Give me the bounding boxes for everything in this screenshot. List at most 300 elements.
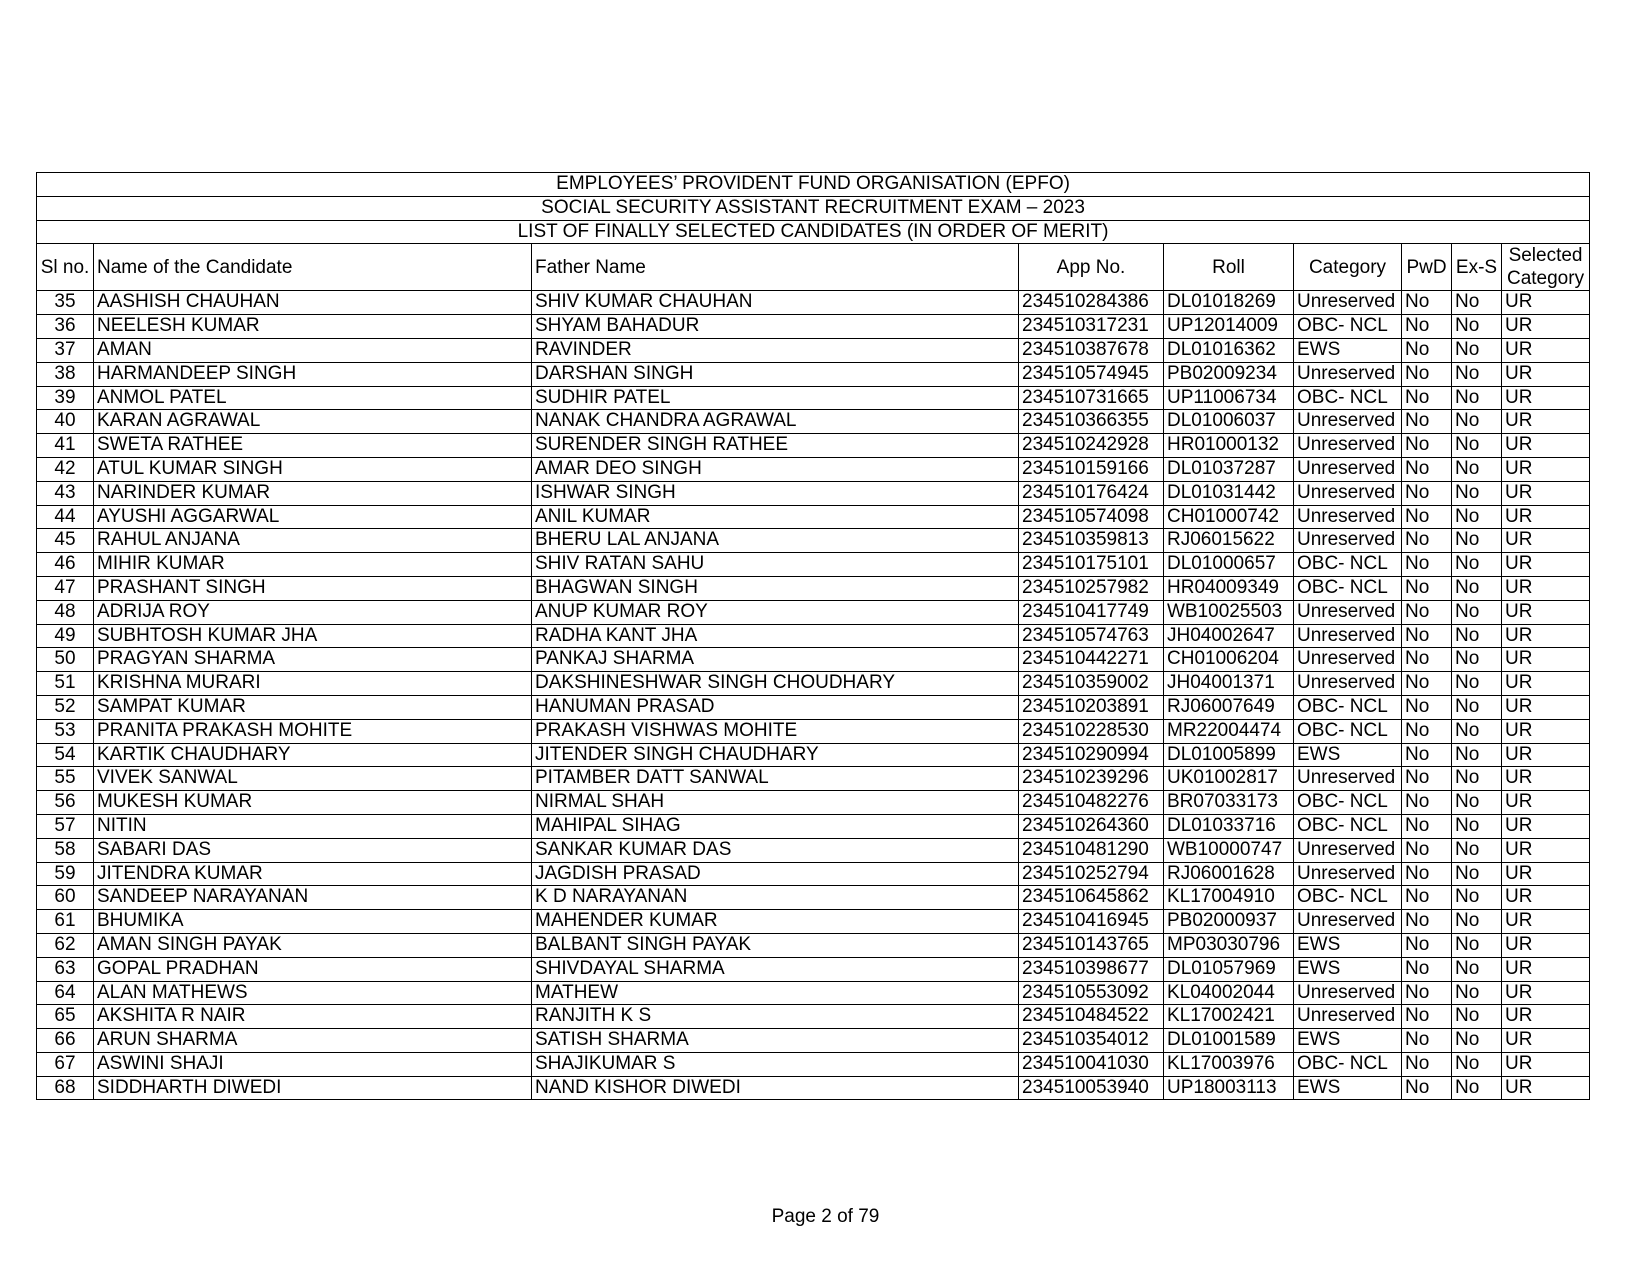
cell-ex-s: No [1452, 338, 1502, 362]
cell-ex-s: No [1452, 481, 1502, 505]
cell-sl-no: 66 [37, 1029, 94, 1053]
cell-ex-s: No [1452, 767, 1502, 791]
cell-app-no: 234510176424 [1019, 481, 1164, 505]
cell-pwd: No [1402, 1029, 1452, 1053]
cell-pwd: No [1402, 386, 1452, 410]
col-header-name: Name of the Candidate [94, 244, 532, 291]
cell-ex-s: No [1452, 553, 1502, 577]
cell-app-no: 234510175101 [1019, 553, 1164, 577]
cell-candidate-name: AKSHITA R NAIR [94, 1005, 532, 1029]
cell-app-no: 234510416945 [1019, 910, 1164, 934]
cell-pwd: No [1402, 1076, 1452, 1100]
cell-pwd: No [1402, 291, 1452, 315]
cell-father-name: SATISH SHARMA [532, 1029, 1019, 1053]
cell-category: Unreserved [1294, 529, 1402, 553]
cell-selected-category: UR [1502, 743, 1590, 767]
cell-candidate-name: SWETA RATHEE [94, 434, 532, 458]
cell-selected-category: UR [1502, 838, 1590, 862]
cell-pwd: No [1402, 529, 1452, 553]
table-row [37, 1052, 1590, 1076]
cell-sl-no: 60 [37, 886, 94, 910]
cell-roll: HR01000132 [1164, 434, 1294, 458]
cell-selected-category: UR [1502, 672, 1590, 696]
cell-roll: RJ06001628 [1164, 862, 1294, 886]
cell-father-name: SANKAR KUMAR DAS [532, 838, 1019, 862]
cell-selected-category: UR [1502, 695, 1590, 719]
cell-father-name: SHIV KUMAR CHAUHAN [532, 291, 1019, 315]
cell-selected-category: UR [1502, 1029, 1590, 1053]
cell-candidate-name: ADRIJA ROY [94, 600, 532, 624]
cell-father-name: PANKAJ SHARMA [532, 648, 1019, 672]
cell-app-no: 234510159166 [1019, 457, 1164, 481]
cell-selected-category: UR [1502, 648, 1590, 672]
cell-selected-category: UR [1502, 814, 1590, 838]
cell-candidate-name: NITIN [94, 814, 532, 838]
table-row [37, 648, 1590, 672]
cell-category: Unreserved [1294, 600, 1402, 624]
cell-candidate-name: SIDDHARTH DIWEDI [94, 1076, 532, 1100]
cell-app-no: 234510284386 [1019, 291, 1164, 315]
cell-sl-no: 48 [37, 600, 94, 624]
table-row [37, 1076, 1590, 1100]
cell-roll: DL01033716 [1164, 814, 1294, 838]
cell-candidate-name: KRISHNA MURARI [94, 672, 532, 696]
cell-sl-no: 51 [37, 672, 94, 696]
cell-app-no: 234510366355 [1019, 410, 1164, 434]
cell-father-name: ANUP KUMAR ROY [532, 600, 1019, 624]
cell-ex-s: No [1452, 719, 1502, 743]
cell-father-name: JAGDISH PRASAD [532, 862, 1019, 886]
cell-selected-category: UR [1502, 529, 1590, 553]
cell-father-name: SURENDER SINGH RATHEE [532, 434, 1019, 458]
cell-candidate-name: ATUL KUMAR SINGH [94, 457, 532, 481]
cell-ex-s: No [1452, 291, 1502, 315]
cell-selected-category: UR [1502, 553, 1590, 577]
cell-sl-no: 59 [37, 862, 94, 886]
table-row [37, 981, 1590, 1005]
cell-ex-s: No [1452, 862, 1502, 886]
cell-ex-s: No [1452, 529, 1502, 553]
cell-app-no: 234510053940 [1019, 1076, 1164, 1100]
cell-app-no: 234510143765 [1019, 933, 1164, 957]
cell-pwd: No [1402, 338, 1452, 362]
cell-pwd: No [1402, 362, 1452, 386]
cell-sl-no: 49 [37, 624, 94, 648]
cell-roll: JH04002647 [1164, 624, 1294, 648]
cell-roll: DL01006037 [1164, 410, 1294, 434]
col-header-ex-s: Ex-S [1452, 244, 1502, 291]
org-title: EMPLOYEES’ PROVIDENT FUND ORGANISATION (EPFO) [37, 173, 1590, 197]
cell-app-no: 234510574098 [1019, 505, 1164, 529]
cell-pwd: No [1402, 505, 1452, 529]
cell-sl-no: 35 [37, 291, 94, 315]
cell-pwd: No [1402, 434, 1452, 458]
cell-selected-category: UR [1502, 1076, 1590, 1100]
cell-father-name: JITENDER SINGH CHAUDHARY [532, 743, 1019, 767]
cell-father-name: BHERU LAL ANJANA [532, 529, 1019, 553]
cell-category: Unreserved [1294, 1005, 1402, 1029]
cell-candidate-name: PRASHANT SINGH [94, 576, 532, 600]
cell-roll: WB10025503 [1164, 600, 1294, 624]
cell-candidate-name: JITENDRA KUMAR [94, 862, 532, 886]
cell-roll: BR07033173 [1164, 791, 1294, 815]
cell-category: Unreserved [1294, 648, 1402, 672]
cell-sl-no: 40 [37, 410, 94, 434]
cell-category: EWS [1294, 743, 1402, 767]
cell-sl-no: 55 [37, 767, 94, 791]
cell-category: Unreserved [1294, 672, 1402, 696]
cell-roll: PB02009234 [1164, 362, 1294, 386]
cell-father-name: AMAR DEO SINGH [532, 457, 1019, 481]
cell-roll: MP03030796 [1164, 933, 1294, 957]
cell-category: Unreserved [1294, 291, 1402, 315]
cell-pwd: No [1402, 624, 1452, 648]
cell-pwd: No [1402, 886, 1452, 910]
cell-selected-category: UR [1502, 1005, 1590, 1029]
cell-app-no: 234510359002 [1019, 672, 1164, 696]
cell-selected-category: UR [1502, 600, 1590, 624]
cell-app-no: 234510442271 [1019, 648, 1164, 672]
cell-candidate-name: KARAN AGRAWAL [94, 410, 532, 434]
cell-father-name: SHYAM BAHADUR [532, 315, 1019, 339]
cell-category: OBC- NCL [1294, 814, 1402, 838]
cell-app-no: 234510252794 [1019, 862, 1164, 886]
cell-ex-s: No [1452, 933, 1502, 957]
table-row [37, 553, 1590, 577]
cell-father-name: NANAK CHANDRA AGRAWAL [532, 410, 1019, 434]
cell-ex-s: No [1452, 814, 1502, 838]
cell-category: EWS [1294, 933, 1402, 957]
cell-ex-s: No [1452, 410, 1502, 434]
cell-sl-no: 41 [37, 434, 94, 458]
cell-app-no: 234510417749 [1019, 600, 1164, 624]
table-row [37, 434, 1590, 458]
cell-category: Unreserved [1294, 505, 1402, 529]
cell-category: OBC- NCL [1294, 386, 1402, 410]
cell-roll: UP18003113 [1164, 1076, 1294, 1100]
cell-sl-no: 50 [37, 648, 94, 672]
table-row [37, 386, 1590, 410]
cell-selected-category: UR [1502, 933, 1590, 957]
cell-pwd: No [1402, 410, 1452, 434]
table-row [37, 291, 1590, 315]
selected-candidates-table [36, 172, 1590, 1100]
table-row [37, 576, 1590, 600]
cell-category: Unreserved [1294, 862, 1402, 886]
cell-pwd: No [1402, 933, 1452, 957]
col-header-pwd: PwD [1402, 244, 1452, 291]
cell-father-name: DAKSHINESHWAR SINGH CHOUDHARY [532, 672, 1019, 696]
cell-sl-no: 64 [37, 981, 94, 1005]
cell-category: Unreserved [1294, 838, 1402, 862]
cell-roll: CH01006204 [1164, 648, 1294, 672]
cell-candidate-name: SUBHTOSH KUMAR JHA [94, 624, 532, 648]
cell-ex-s: No [1452, 600, 1502, 624]
cell-father-name: NIRMAL SHAH [532, 791, 1019, 815]
table-row [37, 1005, 1590, 1029]
cell-sl-no: 68 [37, 1076, 94, 1100]
cell-pwd: No [1402, 910, 1452, 934]
table-row [37, 814, 1590, 838]
cell-sl-no: 67 [37, 1052, 94, 1076]
cell-category: EWS [1294, 1076, 1402, 1100]
cell-roll: DL01018269 [1164, 291, 1294, 315]
table-row [37, 862, 1590, 886]
cell-father-name: BHAGWAN SINGH [532, 576, 1019, 600]
cell-candidate-name: PRAGYAN SHARMA [94, 648, 532, 672]
table-row [37, 1029, 1590, 1053]
cell-category: OBC- NCL [1294, 315, 1402, 339]
cell-candidate-name: ASWINI SHAJI [94, 1052, 532, 1076]
cell-ex-s: No [1452, 981, 1502, 1005]
cell-roll: PB02000937 [1164, 910, 1294, 934]
col-header-roll: Roll [1164, 244, 1294, 291]
cell-father-name: ANIL KUMAR [532, 505, 1019, 529]
cell-candidate-name: ARUN SHARMA [94, 1029, 532, 1053]
cell-pwd: No [1402, 481, 1452, 505]
table-row [37, 838, 1590, 862]
cell-roll: MR22004474 [1164, 719, 1294, 743]
cell-father-name: SHIV RATAN SAHU [532, 553, 1019, 577]
cell-father-name: RANJITH K S [532, 1005, 1019, 1029]
cell-sl-no: 42 [37, 457, 94, 481]
cell-ex-s: No [1452, 910, 1502, 934]
cell-category: Unreserved [1294, 624, 1402, 648]
cell-ex-s: No [1452, 838, 1502, 862]
cell-app-no: 234510354012 [1019, 1029, 1164, 1053]
cell-category: Unreserved [1294, 981, 1402, 1005]
cell-candidate-name: KARTIK CHAUDHARY [94, 743, 532, 767]
col-header-app-no: App No. [1019, 244, 1164, 291]
cell-ex-s: No [1452, 1029, 1502, 1053]
cell-selected-category: UR [1502, 1052, 1590, 1076]
cell-sl-no: 46 [37, 553, 94, 577]
cell-roll: DL01005899 [1164, 743, 1294, 767]
cell-pwd: No [1402, 315, 1452, 339]
cell-sl-no: 38 [37, 362, 94, 386]
cell-ex-s: No [1452, 648, 1502, 672]
cell-app-no: 234510484522 [1019, 1005, 1164, 1029]
cell-ex-s: No [1452, 672, 1502, 696]
table-row [37, 600, 1590, 624]
cell-father-name: MATHEW [532, 981, 1019, 1005]
cell-app-no: 234510645862 [1019, 886, 1164, 910]
cell-roll: KL17003976 [1164, 1052, 1294, 1076]
cell-category: Unreserved [1294, 767, 1402, 791]
cell-app-no: 234510574945 [1019, 362, 1164, 386]
cell-category: EWS [1294, 338, 1402, 362]
table-row [37, 672, 1590, 696]
cell-father-name: K D NARAYANAN [532, 886, 1019, 910]
cell-selected-category: UR [1502, 576, 1590, 600]
cell-sl-no: 37 [37, 338, 94, 362]
cell-app-no: 234510041030 [1019, 1052, 1164, 1076]
cell-selected-category: UR [1502, 910, 1590, 934]
cell-selected-category: UR [1502, 862, 1590, 886]
cell-ex-s: No [1452, 886, 1502, 910]
cell-app-no: 234510264360 [1019, 814, 1164, 838]
cell-father-name: MAHENDER KUMAR [532, 910, 1019, 934]
table-row [37, 695, 1590, 719]
cell-ex-s: No [1452, 505, 1502, 529]
cell-candidate-name: GOPAL PRADHAN [94, 957, 532, 981]
cell-category: Unreserved [1294, 457, 1402, 481]
table-row [37, 505, 1590, 529]
cell-candidate-name: NEELESH KUMAR [94, 315, 532, 339]
cell-app-no: 234510553092 [1019, 981, 1164, 1005]
cell-sl-no: 63 [37, 957, 94, 981]
cell-candidate-name: VIVEK SANWAL [94, 767, 532, 791]
cell-selected-category: UR [1502, 315, 1590, 339]
cell-candidate-name: MIHIR KUMAR [94, 553, 532, 577]
cell-ex-s: No [1452, 315, 1502, 339]
cell-pwd: No [1402, 672, 1452, 696]
cell-pwd: No [1402, 838, 1452, 862]
table-row [37, 719, 1590, 743]
cell-candidate-name: RAHUL ANJANA [94, 529, 532, 553]
cell-app-no: 234510228530 [1019, 719, 1164, 743]
cell-selected-category: UR [1502, 457, 1590, 481]
cell-sl-no: 44 [37, 505, 94, 529]
cell-selected-category: UR [1502, 791, 1590, 815]
cell-roll: DL01016362 [1164, 338, 1294, 362]
cell-category: OBC- NCL [1294, 791, 1402, 815]
cell-category: Unreserved [1294, 910, 1402, 934]
cell-app-no: 234510290994 [1019, 743, 1164, 767]
cell-ex-s: No [1452, 386, 1502, 410]
cell-roll: DL01000657 [1164, 553, 1294, 577]
cell-ex-s: No [1452, 1076, 1502, 1100]
cell-roll: DL01031442 [1164, 481, 1294, 505]
cell-father-name: BALBANT SINGH PAYAK [532, 933, 1019, 957]
cell-pwd: No [1402, 695, 1452, 719]
cell-father-name: NAND KISHOR DIWEDI [532, 1076, 1019, 1100]
cell-candidate-name: NARINDER KUMAR [94, 481, 532, 505]
cell-roll: KL17004910 [1164, 886, 1294, 910]
table-row [37, 315, 1590, 339]
cell-selected-category: UR [1502, 386, 1590, 410]
cell-roll: KL04002044 [1164, 981, 1294, 1005]
cell-roll: UP11006734 [1164, 386, 1294, 410]
cell-candidate-name: AMAN SINGH PAYAK [94, 933, 532, 957]
cell-roll: UP12014009 [1164, 315, 1294, 339]
cell-father-name: DARSHAN SINGH [532, 362, 1019, 386]
cell-candidate-name: AASHISH CHAUHAN [94, 291, 532, 315]
cell-pwd: No [1402, 814, 1452, 838]
cell-category: Unreserved [1294, 362, 1402, 386]
cell-candidate-name: HARMANDEEP SINGH [94, 362, 532, 386]
cell-ex-s: No [1452, 1005, 1502, 1029]
cell-roll: DL01001589 [1164, 1029, 1294, 1053]
cell-selected-category: UR [1502, 719, 1590, 743]
table-row [37, 791, 1590, 815]
cell-sl-no: 65 [37, 1005, 94, 1029]
cell-selected-category: UR [1502, 362, 1590, 386]
table-row [37, 624, 1590, 648]
page-number: Page 2 of 79 [771, 1206, 880, 1227]
cell-sl-no: 57 [37, 814, 94, 838]
cell-app-no: 234510481290 [1019, 838, 1164, 862]
cell-pwd: No [1402, 648, 1452, 672]
cell-selected-category: UR [1502, 338, 1590, 362]
cell-ex-s: No [1452, 624, 1502, 648]
cell-roll: RJ06015622 [1164, 529, 1294, 553]
cell-pwd: No [1402, 719, 1452, 743]
cell-pwd: No [1402, 553, 1452, 577]
cell-candidate-name: SAMPAT KUMAR [94, 695, 532, 719]
cell-roll: DL01057969 [1164, 957, 1294, 981]
cell-selected-category: UR [1502, 624, 1590, 648]
cell-father-name: SHAJIKUMAR S [532, 1052, 1019, 1076]
cell-pwd: No [1402, 1052, 1452, 1076]
cell-candidate-name: SABARI DAS [94, 838, 532, 862]
cell-roll: DL01037287 [1164, 457, 1294, 481]
cell-candidate-name: SANDEEP NARAYANAN [94, 886, 532, 910]
cell-father-name: RAVINDER [532, 338, 1019, 362]
cell-pwd: No [1402, 957, 1452, 981]
cell-ex-s: No [1452, 743, 1502, 767]
table-row [37, 910, 1590, 934]
cell-sl-no: 62 [37, 933, 94, 957]
cell-sl-no: 45 [37, 529, 94, 553]
cell-father-name: PRAKASH VISHWAS MOHITE [532, 719, 1019, 743]
col-header-category: Category [1294, 244, 1402, 291]
cell-sl-no: 53 [37, 719, 94, 743]
cell-father-name: MAHIPAL SIHAG [532, 814, 1019, 838]
table-row [37, 957, 1590, 981]
cell-app-no: 234510387678 [1019, 338, 1164, 362]
cell-candidate-name: ALAN MATHEWS [94, 981, 532, 1005]
cell-roll: CH01000742 [1164, 505, 1294, 529]
cell-sl-no: 52 [37, 695, 94, 719]
cell-app-no: 234510242928 [1019, 434, 1164, 458]
cell-app-no: 234510257982 [1019, 576, 1164, 600]
cell-pwd: No [1402, 767, 1452, 791]
cell-father-name: RADHA KANT JHA [532, 624, 1019, 648]
list-title: LIST OF FINALLY SELECTED CANDIDATES (IN ORDER OF MERIT) [37, 220, 1590, 244]
cell-selected-category: UR [1502, 767, 1590, 791]
table-row [37, 886, 1590, 910]
cell-selected-category: UR [1502, 957, 1590, 981]
cell-sl-no: 39 [37, 386, 94, 410]
cell-candidate-name: MUKESH KUMAR [94, 791, 532, 815]
cell-roll: HR04009349 [1164, 576, 1294, 600]
cell-sl-no: 61 [37, 910, 94, 934]
cell-father-name: SUDHIR PATEL [532, 386, 1019, 410]
cell-sl-no: 43 [37, 481, 94, 505]
table-row [37, 457, 1590, 481]
cell-sl-no: 56 [37, 791, 94, 815]
cell-pwd: No [1402, 1005, 1452, 1029]
cell-app-no: 234510239296 [1019, 767, 1164, 791]
cell-app-no: 234510317231 [1019, 315, 1164, 339]
cell-roll: RJ06007649 [1164, 695, 1294, 719]
cell-ex-s: No [1452, 434, 1502, 458]
table-row [37, 481, 1590, 505]
cell-category: OBC- NCL [1294, 695, 1402, 719]
cell-category: Unreserved [1294, 481, 1402, 505]
col-header-sl-no: Sl no. [37, 244, 94, 291]
cell-pwd: No [1402, 457, 1452, 481]
cell-category: OBC- NCL [1294, 886, 1402, 910]
cell-sl-no: 58 [37, 838, 94, 862]
table-row [37, 410, 1590, 434]
cell-father-name: PITAMBER DATT SANWAL [532, 767, 1019, 791]
cell-category: OBC- NCL [1294, 576, 1402, 600]
cell-candidate-name: PRANITA PRAKASH MOHITE [94, 719, 532, 743]
column-header-row [37, 244, 1590, 291]
cell-pwd: No [1402, 791, 1452, 815]
